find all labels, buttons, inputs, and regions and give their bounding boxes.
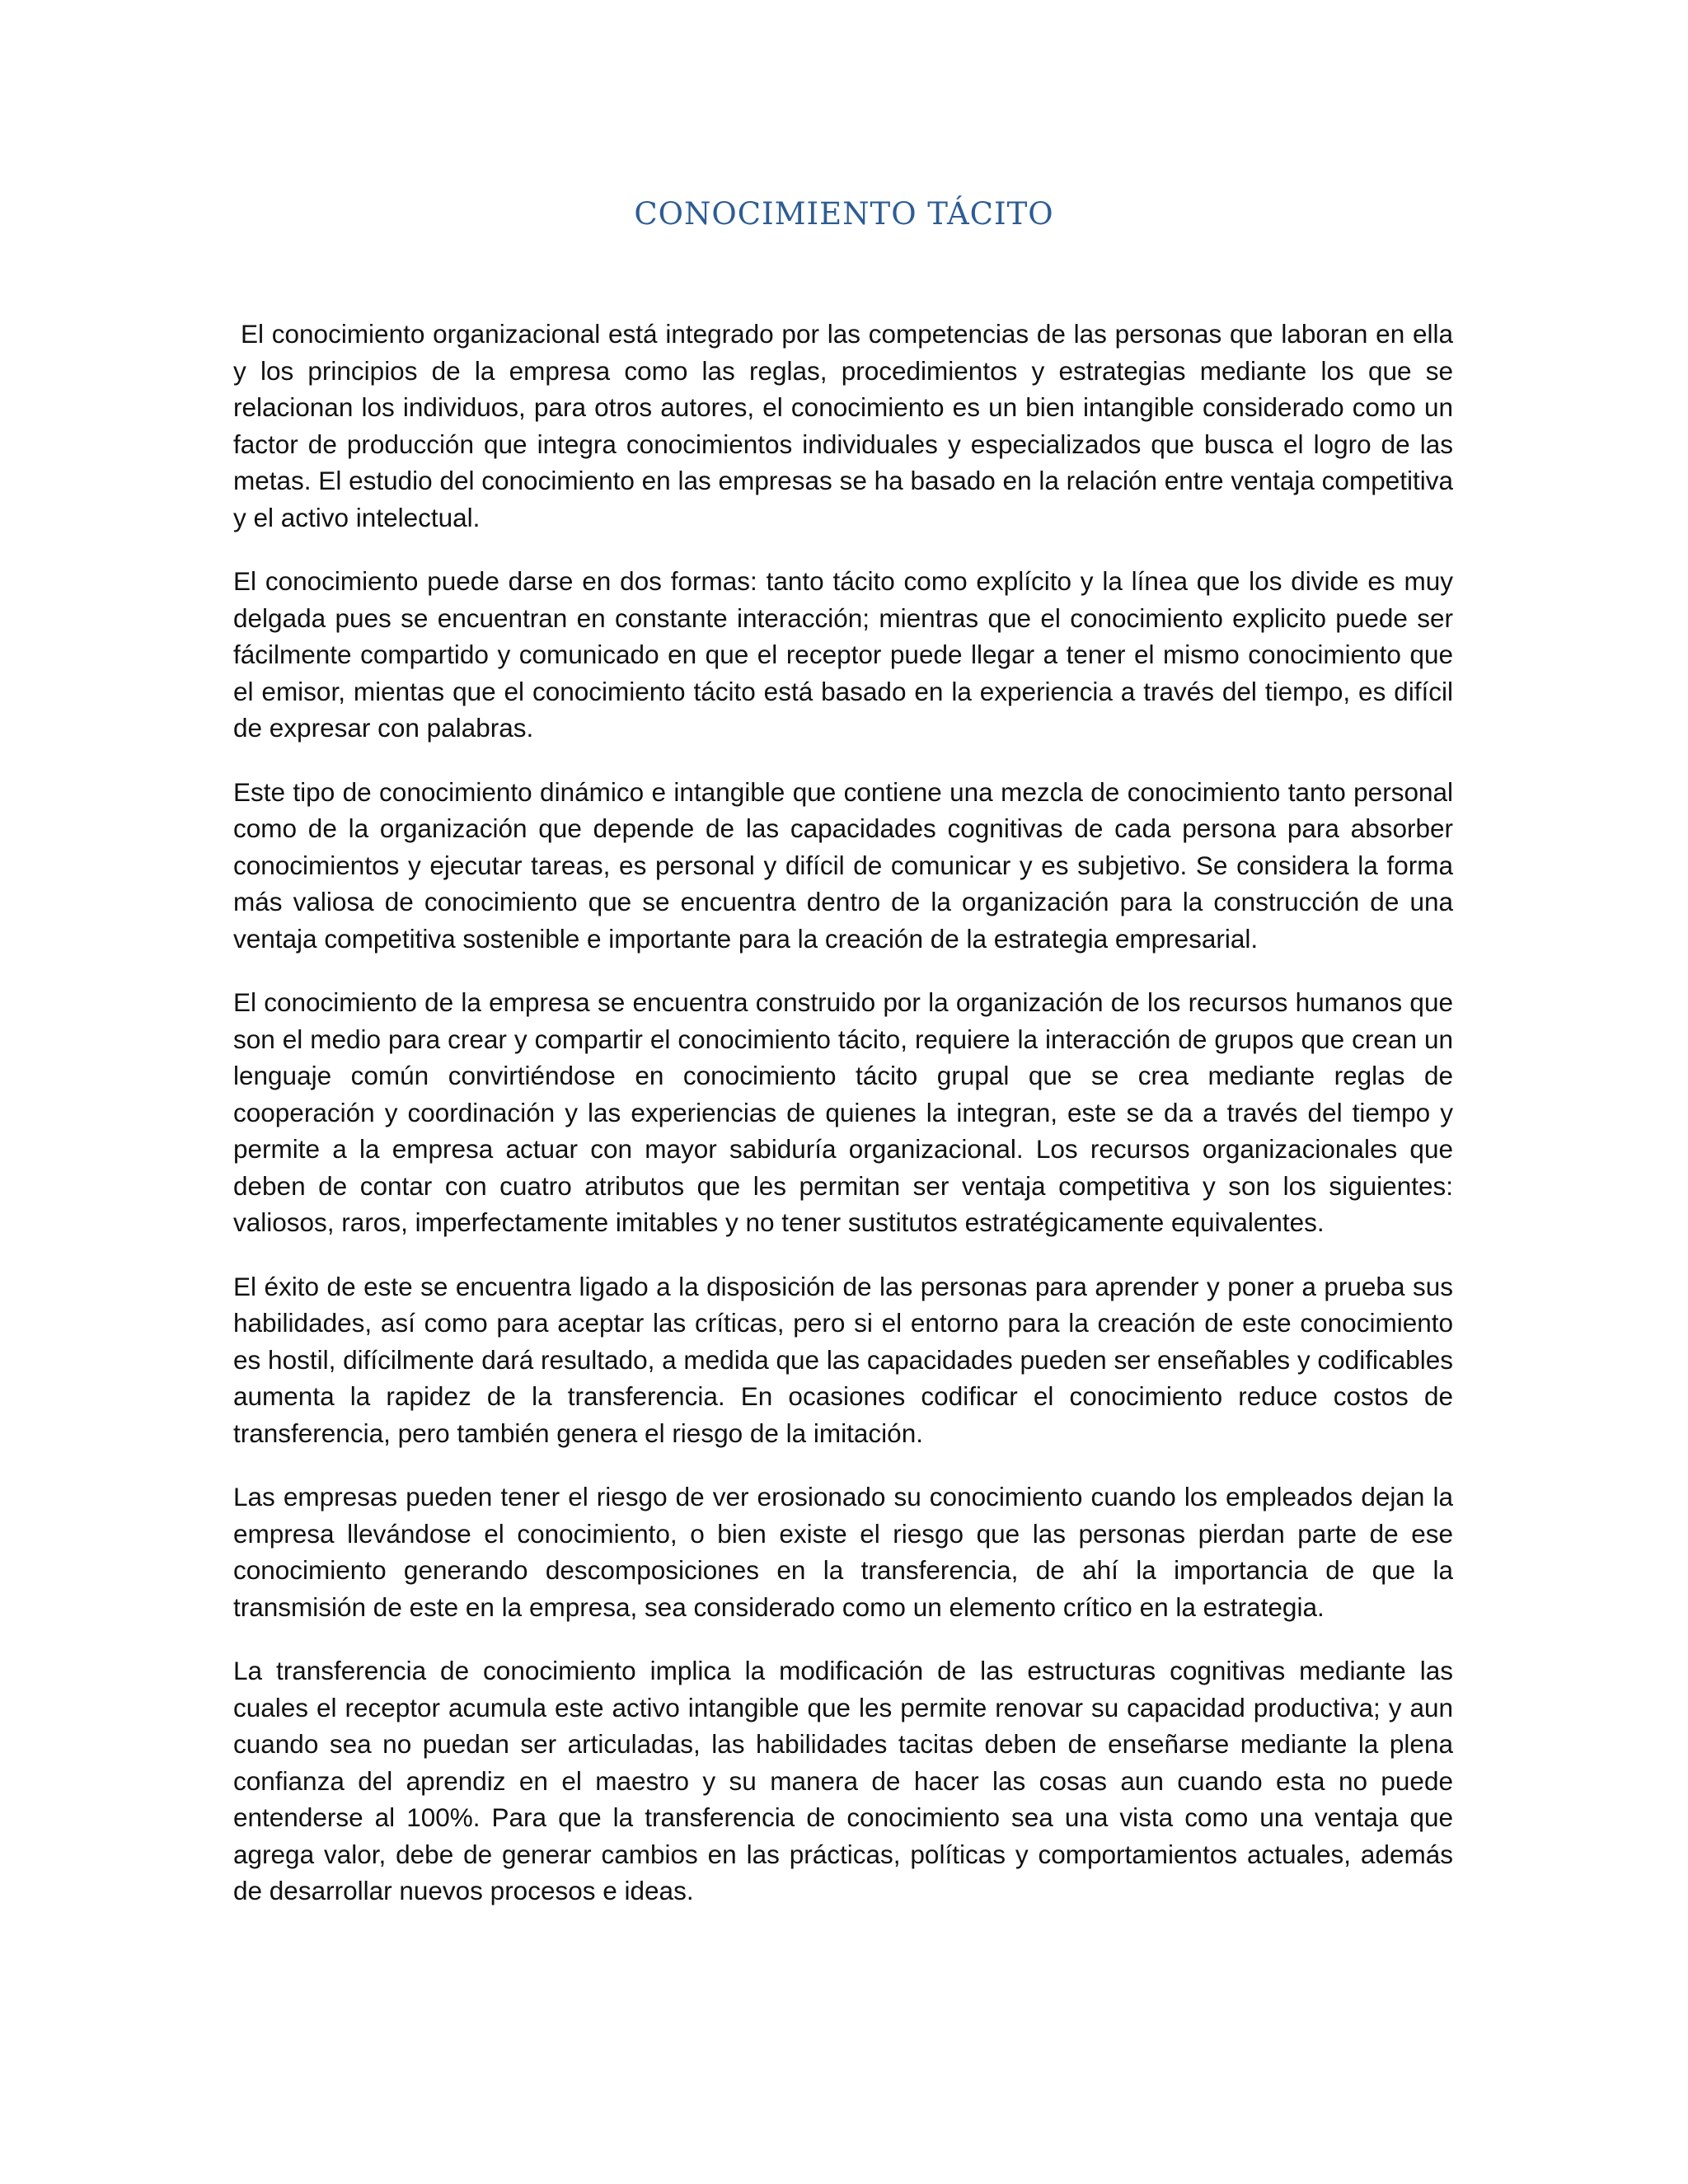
paragraph-2: El conocimiento puede darse en dos formas: tanto tácito como explícito y la línea que los divide es muy delgada pues se encuentran en constante interacción; mientras que el conocimiento explicito puede ser fácilmente compartido y comunicado en que el receptor puede llegar a tener el mismo conocimiento que el emisor, mientas que el conocimiento tácito está basado en la experiencia a través del tiempo, es difícil de expresar con palabras. bbox=[233, 566, 1453, 743]
paragraph-7: La transferencia de conocimiento implica la modificación de las estructuras cognitivas mediante las cuales el receptor acumula este activo intangible que les permite renovar su capacidad productiva; y aun cuando sea no puedan ser articuladas, las habilidades tacitas deben de enseñarse mediante la plena confianza del aprendiz en el maestro y su manera de hacer las cosas aun cuando esta no puede entenderse al 100%. Para que la transferencia de conocimiento sea una vista como una ventaja que agrega valor, debe de generar cambios en las prácticas, políticas y comportamientos actuales, además de desarrollar nuevos procesos e ideas. bbox=[233, 1656, 1453, 1905]
paragraph-5: El éxito de este se encuentra ligado a la disposición de las personas para aprender y poner a prueba sus habilidades, así como para aceptar las críticas, pero si el entorno para la creación de este conocimiento es hostil, difícilmente dará resultado, a medida que las capacidades pueden ser enseñables y codificables aumenta la rapidez de la transferencia. En ocasiones codificar el conocimiento reduce costos de transferencia, pero también genera el riesgo de la imitación. bbox=[233, 1271, 1453, 1448]
paragraph-1: El conocimiento organizacional está integrado por las competencias de las personas que laboran en ella y los principios de la empresa como las reglas, procedimientos y estrategias mediante los que se relacionan los individuos, para otros autores, el conocimiento es un bien intangible considerado como un factor de producción que integra conocimientos individuales y especializados que busca el logro de las metas. El estudio del conocimiento en las empresas se ha basado en la relación entre ventaja competitiva y el activo intelectual. bbox=[233, 319, 1453, 532]
paragraph-3: Este tipo de conocimiento dinámico e intangible que contiene una mezcla de conocimiento tanto personal como de la organización que depende de las capacidades cognitivas de cada persona para absorber conocimientos y ejecutar tareas, es personal y difícil de comunicar y es subjetivo. Se considera la forma más valiosa de conocimiento que se encuentra dentro de la organización para la construcción de una ventaja competitiva sostenible e importante para la creación de la estrategia empresarial. bbox=[233, 776, 1453, 954]
document-body bbox=[233, 316, 1453, 1937]
page-title: CONOCIMIENTO TÁCITO bbox=[634, 196, 1054, 232]
paragraph-6: Las empresas pueden tener el riesgo de ver erosionado su conocimiento cuando los empleados dejan la empresa llevándose el conocimiento, o bien existe el riesgo que las personas pierdan parte de ese conocimiento generando descomposiciones en la transferencia, de ahí la importancia de que la transmisión de este en la empresa, sea considerado como un elemento crítico en la estrategia. bbox=[233, 1482, 1453, 1622]
paragraph-4: El conocimiento de la empresa se encuentra construido por la organización de los recursos humanos que son el medio para crear y compartir el conocimiento tácito, requiere la interacción de grupos que crean un lenguaje común convirtiéndose en conocimiento tácito grupal que se crea mediante reglas de cooperación y coordinación y las experiencias de quienes la integran, este se da a través del tiempo y permite a la empresa actuar con mayor sabiduría organizacional. Los recursos organizacionales que deben de contar con cuatro atributos que les permitan ser ventaja competitiva y son los siguientes: valiosos, raros, imperfectamente imitables y no tener sustitutos estratégicamente equivalentes. bbox=[233, 987, 1453, 1237]
